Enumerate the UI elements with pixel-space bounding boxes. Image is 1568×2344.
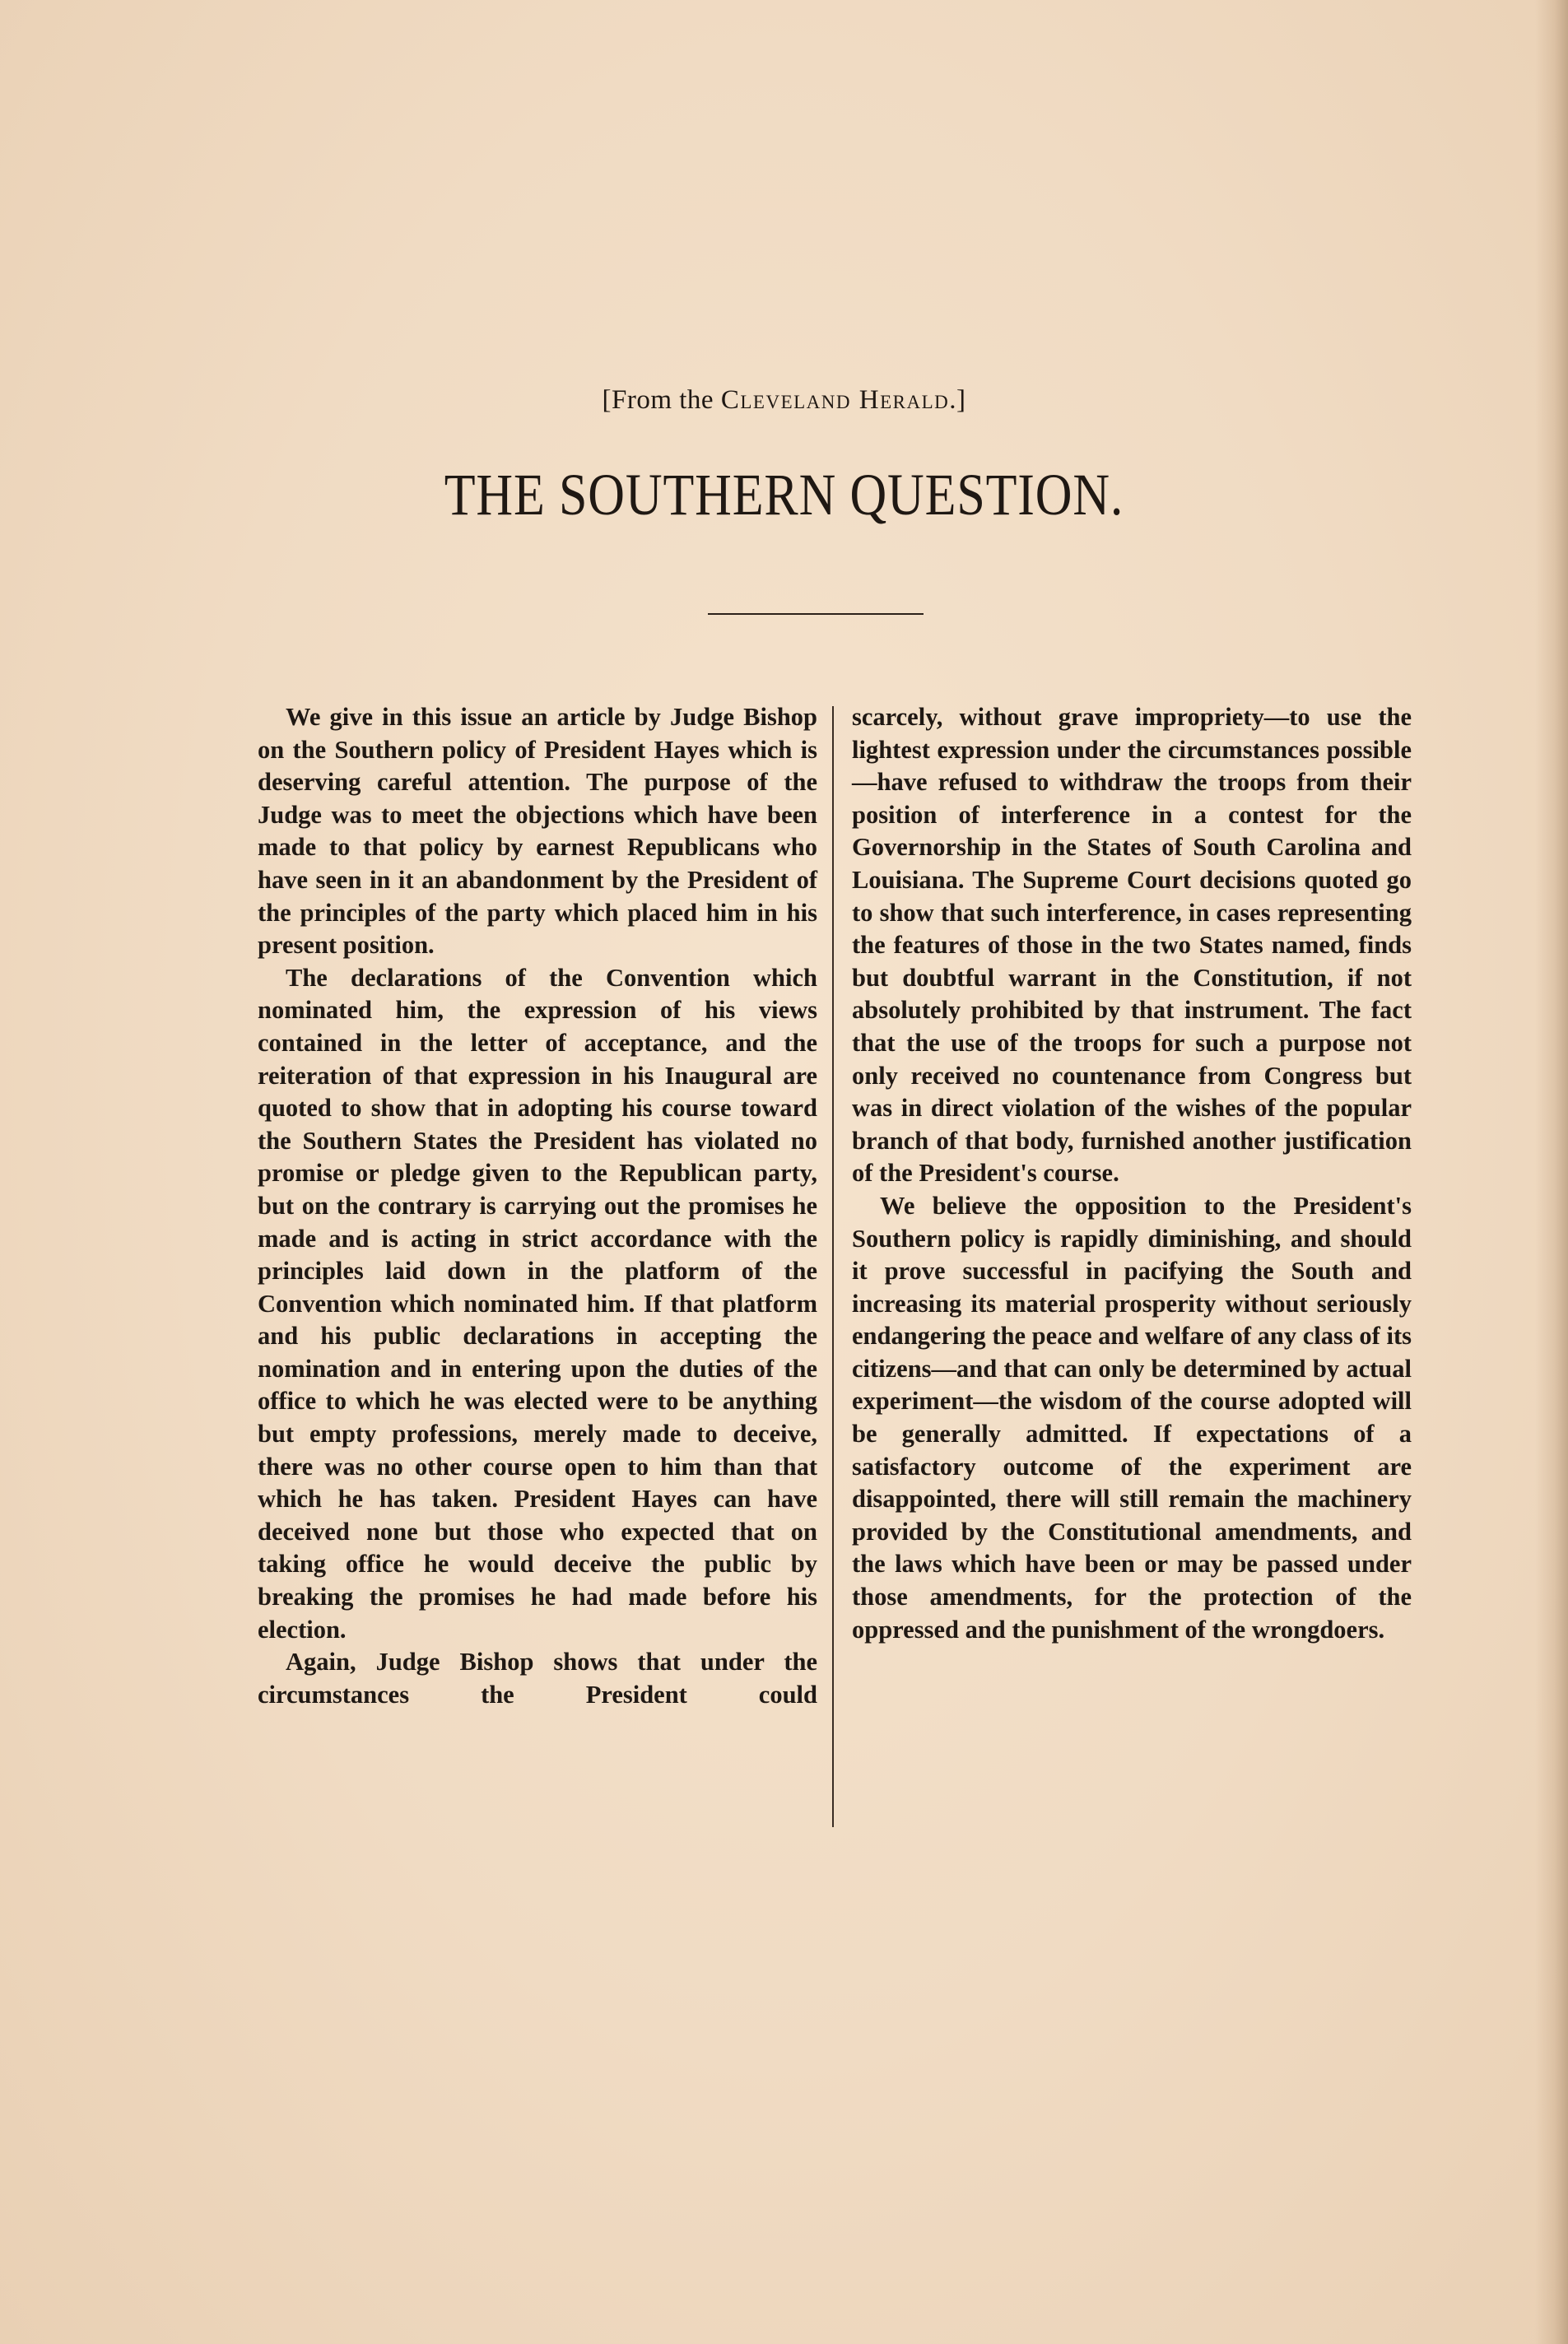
- paragraph-4: We believe the opposition to the President's Southern policy is rapidly diminishing, and should it prove successful in pacifying the South and increasing its material prosperity without seriously endangering the peace and welfare of any class of its citizens—and that can only be determined by actual experiment—the wisdom of the course adopted will be generally admitted. If expectations of a satisfactory outcome of the experiment are disappointed, there will still remain the machinery provided by the Constitutional amendments, and the laws which have been or may be passed under those amendments, for the protection of the oppressed and the punishment of the wrongdoers.: [852, 1191, 1412, 1644]
- article-title: THE SOUTHERN QUESTION.: [444, 462, 1124, 528]
- right-column: [852, 701, 1412, 1646]
- title-divider-rule: [708, 613, 924, 615]
- paragraph-3-continued: scarcely, without grave impropriety—to use the lightest expression under the circumstances possible—have refused to withdraw the troops from their position of interference in a contest for the Governorship in the States of South Carolina and Louisiana. The Supreme Court decisions quoted go to show that such interference, in cases representing the features of those in the two States named, finds but doubtful warrant in the Constitution, if not absolutely prohibited by that instrument. The fact that the use of the troops for such a purpose not only received no countenance from Congress but was in direct violation of the wishes of the popular branch of that body, furnished another justification of the President's course.: [852, 703, 1412, 1188]
- source-name: Cleveland Herald: [720, 385, 950, 415]
- paragraph-3-start: Again, Judge Bishop shows that under the circumstances the President could: [258, 1648, 817, 1709]
- left-column: [258, 701, 817, 1711]
- paper-edge-shadow: [1535, 0, 1568, 2344]
- source-attribution: [0, 385, 1568, 416]
- column-divider: [832, 706, 834, 1827]
- source-prefix: [From the: [602, 385, 721, 415]
- paragraph-2: The declarations of the Convention which nominated him, the expression of his views contained in the letter of acceptance, and the reiteration of that expression in his Inaugural are quoted to show that in adopting his course toward the Southern States the President has violated no promise or pledge given to the Republican party, but on the contrary is carrying out the promises he made and is acting in strict accordance with the principles laid down in the platform of the Convention which nominated him. If that platform and his public declarations in accepting the nomination and in entering upon the duties of the office to which he was elected were to be anything but empty professions, merely made to deceive, there was no other course open to him than that which he has taken. President Hayes can have deceived none but those who expected that on taking office he would deceive the public by breaking the promises he had made before his election.: [258, 963, 817, 1644]
- source-suffix: .]: [949, 385, 966, 415]
- paragraph-1: We give in this issue an article by Judge Bishop on the Southern policy of President Hayes which is deserving careful attention. The purpose of the Judge was to meet the objections which have been made to that policy by earnest Republicans who have seen in it an abandonment by the President of the principles of the party which placed him in his present position.: [258, 703, 817, 960]
